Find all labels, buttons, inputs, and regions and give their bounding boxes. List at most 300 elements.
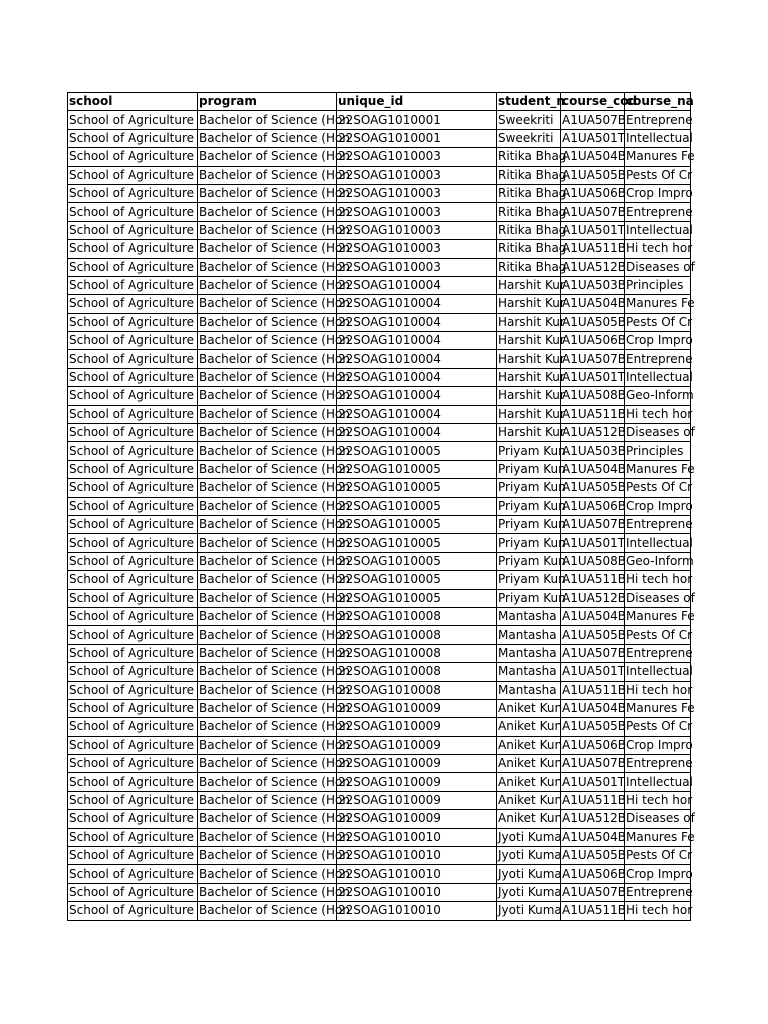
course-name-cell: Crop Impro — [625, 184, 691, 202]
unique-id-cell: 22SOAG1010010 — [337, 902, 497, 920]
table-row — [68, 460, 691, 478]
school-cell: School of Agriculture — [68, 442, 198, 460]
table-row — [68, 240, 691, 258]
header-course-name: course_na — [625, 93, 691, 111]
table-row — [68, 148, 691, 166]
program-cell: Bachelor of Science (Hon — [198, 442, 337, 460]
table-row — [68, 791, 691, 809]
student-name-cell: Aniket Kun — [497, 773, 561, 791]
unique-id-cell: 22SOAG1010008 — [337, 644, 497, 662]
school-cell: School of Agriculture — [68, 902, 198, 920]
course-name-cell: Manures Fe — [625, 828, 691, 846]
course-name-cell: Intellectual — [625, 221, 691, 239]
unique-id-cell: 22SOAG1010003 — [337, 221, 497, 239]
course-code-cell: A1UA507B — [561, 755, 625, 773]
program-cell: Bachelor of Science (Hon — [198, 497, 337, 515]
table-row — [68, 350, 691, 368]
course-name-cell: Principles — [625, 442, 691, 460]
course-name-cell: Hi tech hor — [625, 681, 691, 699]
student-name-cell: Priyam Kun — [497, 552, 561, 570]
program-cell: Bachelor of Science (Hon — [198, 865, 337, 883]
unique-id-cell: 22SOAG1010009 — [337, 718, 497, 736]
unique-id-cell: 22SOAG1010005 — [337, 497, 497, 515]
course-name-cell: Intellectual — [625, 773, 691, 791]
school-cell: School of Agriculture — [68, 534, 198, 552]
table-row — [68, 184, 691, 202]
course-code-cell: A1UA503B — [561, 442, 625, 460]
school-cell: School of Agriculture — [68, 736, 198, 754]
program-cell: Bachelor of Science (Hon — [198, 699, 337, 717]
unique-id-cell: 22SOAG1010004 — [337, 276, 497, 294]
student-name-cell: Sweekriti — [497, 111, 561, 129]
unique-id-cell: 22SOAG1010005 — [337, 552, 497, 570]
student-name-cell: Priyam Kun — [497, 515, 561, 533]
school-cell: School of Agriculture — [68, 883, 198, 901]
table-row — [68, 479, 691, 497]
program-cell: Bachelor of Science (Hon — [198, 736, 337, 754]
school-cell: School of Agriculture — [68, 111, 198, 129]
course-code-cell: A1UA505B — [561, 718, 625, 736]
table-row — [68, 571, 691, 589]
table-row — [68, 718, 691, 736]
school-cell: School of Agriculture — [68, 515, 198, 533]
school-cell: School of Agriculture — [68, 497, 198, 515]
table-row — [68, 405, 691, 423]
course-code-cell: A1UA504B — [561, 148, 625, 166]
unique-id-cell: 22SOAG1010009 — [337, 773, 497, 791]
program-cell: Bachelor of Science (Hon — [198, 810, 337, 828]
program-cell: Bachelor of Science (Hon — [198, 718, 337, 736]
course-code-cell: A1UA505B — [561, 313, 625, 331]
table-row — [68, 828, 691, 846]
course-name-cell: Intellectual — [625, 368, 691, 386]
program-cell: Bachelor of Science (Hon — [198, 828, 337, 846]
unique-id-cell: 22SOAG1010009 — [337, 755, 497, 773]
course-code-cell: A1UA506B — [561, 865, 625, 883]
unique-id-cell: 22SOAG1010003 — [337, 258, 497, 276]
student-name-cell: Harshit Kur — [497, 387, 561, 405]
school-cell: School of Agriculture — [68, 589, 198, 607]
table-row — [68, 276, 691, 294]
table-row — [68, 129, 691, 147]
header-row — [68, 93, 691, 111]
program-cell: Bachelor of Science (Hon — [198, 368, 337, 386]
program-cell: Bachelor of Science (Hon — [198, 313, 337, 331]
school-cell: School of Agriculture — [68, 552, 198, 570]
program-cell: Bachelor of Science (Hon — [198, 534, 337, 552]
table-row — [68, 332, 691, 350]
course-code-cell: A1UA505B — [561, 626, 625, 644]
course-name-cell: Entreprene — [625, 883, 691, 901]
unique-id-cell: 22SOAG1010009 — [337, 736, 497, 754]
unique-id-cell: 22SOAG1010004 — [337, 295, 497, 313]
unique-id-cell: 22SOAG1010004 — [337, 405, 497, 423]
student-name-cell: Priyam Kun — [497, 479, 561, 497]
table-row — [68, 663, 691, 681]
course-name-cell: Pests Of Cr — [625, 313, 691, 331]
unique-id-cell: 22SOAG1010010 — [337, 847, 497, 865]
table-row — [68, 295, 691, 313]
table-row — [68, 552, 691, 570]
student-name-cell: Mantasha — [497, 607, 561, 625]
course-code-cell: A1UA501T — [561, 129, 625, 147]
unique-id-cell: 22SOAG1010005 — [337, 479, 497, 497]
table-row — [68, 736, 691, 754]
course-code-cell: A1UA501T — [561, 534, 625, 552]
program-cell: Bachelor of Science (Hon — [198, 755, 337, 773]
table-row — [68, 166, 691, 184]
table-row — [68, 589, 691, 607]
school-cell: School of Agriculture — [68, 332, 198, 350]
course-name-cell: Geo-Inform — [625, 552, 691, 570]
program-cell: Bachelor of Science (Hon — [198, 773, 337, 791]
course-name-cell: Diseases of — [625, 589, 691, 607]
table-row — [68, 847, 691, 865]
course-code-cell: A1UA506B — [561, 184, 625, 202]
school-cell: School of Agriculture — [68, 791, 198, 809]
course-name-cell: Entreprene — [625, 755, 691, 773]
unique-id-cell: 22SOAG1010003 — [337, 184, 497, 202]
program-cell: Bachelor of Science (Hon — [198, 847, 337, 865]
program-cell: Bachelor of Science (Hon — [198, 883, 337, 901]
program-cell: Bachelor of Science (Hon — [198, 405, 337, 423]
student-name-cell: Ritika Bhag — [497, 258, 561, 276]
school-cell: School of Agriculture — [68, 221, 198, 239]
course-name-cell: Manures Fe — [625, 607, 691, 625]
course-code-cell: A1UA505B — [561, 847, 625, 865]
school-cell: School of Agriculture — [68, 295, 198, 313]
table-row — [68, 626, 691, 644]
school-cell: School of Agriculture — [68, 479, 198, 497]
unique-id-cell: 22SOAG1010005 — [337, 515, 497, 533]
school-cell: School of Agriculture — [68, 148, 198, 166]
school-cell: School of Agriculture — [68, 129, 198, 147]
course-code-cell: A1UA511B — [561, 902, 625, 920]
course-name-cell: Hi tech hor — [625, 405, 691, 423]
program-cell: Bachelor of Science (Hon — [198, 663, 337, 681]
course-code-cell: A1UA507B — [561, 111, 625, 129]
school-cell: School of Agriculture — [68, 773, 198, 791]
program-cell: Bachelor of Science (Hon — [198, 276, 337, 294]
school-cell: School of Agriculture — [68, 810, 198, 828]
table-row — [68, 221, 691, 239]
unique-id-cell: 22SOAG1010009 — [337, 699, 497, 717]
school-cell: School of Agriculture — [68, 644, 198, 662]
table-row — [68, 755, 691, 773]
program-cell: Bachelor of Science (Hon — [198, 240, 337, 258]
course-code-cell: A1UA512B — [561, 589, 625, 607]
table-body — [68, 111, 695, 920]
course-code-cell: A1UA508B — [561, 552, 625, 570]
program-cell: Bachelor of Science (Hon — [198, 607, 337, 625]
header-school: school — [68, 93, 198, 111]
unique-id-cell: 22SOAG1010005 — [337, 534, 497, 552]
table-row — [68, 203, 691, 221]
table-header — [68, 93, 694, 111]
course-code-cell: A1UA507B — [561, 350, 625, 368]
table-row — [68, 773, 691, 791]
student-name-cell: Harshit Kur — [497, 424, 561, 442]
course-code-cell: A1UA505B — [561, 479, 625, 497]
student-name-cell: Aniket Kun — [497, 755, 561, 773]
student-name-cell: Priyam Kun — [497, 589, 561, 607]
unique-id-cell: 22SOAG1010003 — [337, 240, 497, 258]
school-cell: School of Agriculture — [68, 755, 198, 773]
school-cell: School of Agriculture — [68, 699, 198, 717]
table-row — [68, 699, 691, 717]
unique-id-cell: 22SOAG1010010 — [337, 883, 497, 901]
student-name-cell: Jyoti Kuma — [497, 883, 561, 901]
unique-id-cell: 22SOAG1010001 — [337, 129, 497, 147]
table-row — [68, 681, 691, 699]
student-name-cell: Sweekriti — [497, 129, 561, 147]
program-cell: Bachelor of Science (Hon — [198, 681, 337, 699]
program-cell: Bachelor of Science (Hon — [198, 626, 337, 644]
unique-id-cell: 22SOAG1010008 — [337, 607, 497, 625]
student-name-cell: Jyoti Kuma — [497, 865, 561, 883]
course-name-cell: Manures Fe — [625, 295, 691, 313]
course-name-cell: Intellectual — [625, 129, 691, 147]
program-cell: Bachelor of Science (Hon — [198, 460, 337, 478]
unique-id-cell: 22SOAG1010004 — [337, 332, 497, 350]
student-name-cell: Mantasha — [497, 644, 561, 662]
student-name-cell: Priyam Kun — [497, 571, 561, 589]
course-code-cell: A1UA511B — [561, 240, 625, 258]
student-name-cell: Harshit Kur — [497, 313, 561, 331]
program-cell: Bachelor of Science (Hon — [198, 644, 337, 662]
course-name-cell: Pests Of Cr — [625, 718, 691, 736]
school-cell: School of Agriculture — [68, 203, 198, 221]
program-cell: Bachelor of Science (Hon — [198, 111, 337, 129]
unique-id-cell: 22SOAG1010010 — [337, 865, 497, 883]
data-table — [67, 92, 695, 921]
school-cell: School of Agriculture — [68, 571, 198, 589]
course-code-cell: A1UA504B — [561, 828, 625, 846]
table-row — [68, 534, 691, 552]
school-cell: School of Agriculture — [68, 313, 198, 331]
unique-id-cell: 22SOAG1010004 — [337, 387, 497, 405]
school-cell: School of Agriculture — [68, 387, 198, 405]
unique-id-cell: 22SOAG1010004 — [337, 313, 497, 331]
unique-id-cell: 22SOAG1010005 — [337, 571, 497, 589]
course-code-cell: A1UA511B — [561, 571, 625, 589]
school-cell: School of Agriculture — [68, 184, 198, 202]
table-row — [68, 111, 691, 129]
program-cell: Bachelor of Science (Hon — [198, 387, 337, 405]
school-cell: School of Agriculture — [68, 424, 198, 442]
unique-id-cell: 22SOAG1010005 — [337, 442, 497, 460]
course-code-cell: A1UA512B — [561, 810, 625, 828]
course-name-cell: Pests Of Cr — [625, 166, 691, 184]
course-code-cell: A1UA511B — [561, 681, 625, 699]
school-cell: School of Agriculture — [68, 663, 198, 681]
course-name-cell: Intellectual — [625, 534, 691, 552]
course-name-cell: Hi tech hor — [625, 240, 691, 258]
program-cell: Bachelor of Science (Hon — [198, 129, 337, 147]
school-cell: School of Agriculture — [68, 368, 198, 386]
course-code-cell: A1UA504B — [561, 607, 625, 625]
program-cell: Bachelor of Science (Hon — [198, 295, 337, 313]
unique-id-cell: 22SOAG1010004 — [337, 424, 497, 442]
student-name-cell: Mantasha — [497, 663, 561, 681]
course-name-cell: Geo-Inform — [625, 387, 691, 405]
course-code-cell: A1UA501T — [561, 773, 625, 791]
course-name-cell: Crop Impro — [625, 497, 691, 515]
student-name-cell: Ritika Bhag — [497, 184, 561, 202]
program-cell: Bachelor of Science (Hon — [198, 184, 337, 202]
student-name-cell: Ritika Bhag — [497, 203, 561, 221]
unique-id-cell: 22SOAG1010005 — [337, 589, 497, 607]
course-name-cell: Crop Impro — [625, 332, 691, 350]
program-cell: Bachelor of Science (Hon — [198, 258, 337, 276]
student-name-cell: Aniket Kun — [497, 718, 561, 736]
student-name-cell: Jyoti Kuma — [497, 847, 561, 865]
program-cell: Bachelor of Science (Hon — [198, 902, 337, 920]
table-row — [68, 515, 691, 533]
student-name-cell: Harshit Kur — [497, 295, 561, 313]
course-name-cell: Entreprene — [625, 515, 691, 533]
table-row — [68, 644, 691, 662]
student-name-cell: Priyam Kun — [497, 497, 561, 515]
student-name-cell: Harshit Kur — [497, 332, 561, 350]
student-name-cell: Ritika Bhag — [497, 240, 561, 258]
header-program: program — [198, 93, 337, 111]
program-cell: Bachelor of Science (Hon — [198, 424, 337, 442]
unique-id-cell: 22SOAG1010001 — [337, 111, 497, 129]
unique-id-cell: 22SOAG1010008 — [337, 681, 497, 699]
student-name-cell: Aniket Kun — [497, 699, 561, 717]
course-name-cell: Entreprene — [625, 203, 691, 221]
course-name-cell: Hi tech hor — [625, 791, 691, 809]
course-code-cell: A1UA506B — [561, 736, 625, 754]
student-name-cell: Ritika Bhag — [497, 148, 561, 166]
course-name-cell: Crop Impro — [625, 736, 691, 754]
student-name-cell: Aniket Kun — [497, 791, 561, 809]
student-name-cell: Jyoti Kuma — [497, 902, 561, 920]
course-code-cell: A1UA506B — [561, 332, 625, 350]
course-code-cell: A1UA506B — [561, 497, 625, 515]
unique-id-cell: 22SOAG1010003 — [337, 148, 497, 166]
course-name-cell: Pests Of Cr — [625, 626, 691, 644]
course-code-cell: A1UA504B — [561, 295, 625, 313]
course-code-cell: A1UA512B — [561, 424, 625, 442]
header-unique-id: unique_id — [337, 93, 497, 111]
course-name-cell: Diseases of — [625, 810, 691, 828]
course-name-cell: Manures Fe — [625, 699, 691, 717]
table-row — [68, 810, 691, 828]
table-row — [68, 442, 691, 460]
course-code-cell: A1UA504B — [561, 699, 625, 717]
unique-id-cell: 22SOAG1010008 — [337, 663, 497, 681]
course-code-cell: A1UA504B — [561, 460, 625, 478]
school-cell: School of Agriculture — [68, 828, 198, 846]
school-cell: School of Agriculture — [68, 405, 198, 423]
program-cell: Bachelor of Science (Hon — [198, 148, 337, 166]
table-row — [68, 258, 691, 276]
program-cell: Bachelor of Science (Hon — [198, 552, 337, 570]
unique-id-cell: 22SOAG1010003 — [337, 203, 497, 221]
course-name-cell: Diseases of — [625, 258, 691, 276]
course-name-cell: Hi tech hor — [625, 902, 691, 920]
table-row — [68, 865, 691, 883]
unique-id-cell: 22SOAG1010005 — [337, 460, 497, 478]
course-code-cell: A1UA511B — [561, 791, 625, 809]
program-cell: Bachelor of Science (Hon — [198, 350, 337, 368]
school-cell: School of Agriculture — [68, 258, 198, 276]
course-name-cell: Diseases of — [625, 424, 691, 442]
student-name-cell: Jyoti Kuma — [497, 828, 561, 846]
program-cell: Bachelor of Science (Hon — [198, 479, 337, 497]
course-code-cell: A1UA505B — [561, 166, 625, 184]
student-name-cell: Priyam Kun — [497, 534, 561, 552]
course-name-cell: Principles — [625, 276, 691, 294]
school-cell: School of Agriculture — [68, 350, 198, 368]
course-code-cell: A1UA507B — [561, 203, 625, 221]
unique-id-cell: 22SOAG1010008 — [337, 626, 497, 644]
course-code-cell: A1UA501T — [561, 663, 625, 681]
course-code-cell: A1UA507B — [561, 883, 625, 901]
course-name-cell: Intellectual — [625, 663, 691, 681]
course-code-cell: A1UA503B — [561, 276, 625, 294]
table-row — [68, 424, 691, 442]
table-row — [68, 368, 691, 386]
table-row — [68, 607, 691, 625]
program-cell: Bachelor of Science (Hon — [198, 515, 337, 533]
student-name-cell: Aniket Kun — [497, 810, 561, 828]
unique-id-cell: 22SOAG1010009 — [337, 791, 497, 809]
student-name-cell: Harshit Kur — [497, 276, 561, 294]
course-name-cell: Pests Of Cr — [625, 479, 691, 497]
school-cell: School of Agriculture — [68, 681, 198, 699]
student-name-cell: Mantasha — [497, 626, 561, 644]
course-name-cell: Crop Impro — [625, 865, 691, 883]
course-name-cell: Entreprene — [625, 644, 691, 662]
school-cell: School of Agriculture — [68, 166, 198, 184]
course-name-cell: Entreprene — [625, 350, 691, 368]
school-cell: School of Agriculture — [68, 607, 198, 625]
course-name-cell: Pests Of Cr — [625, 847, 691, 865]
table-row — [68, 313, 691, 331]
table-row — [68, 883, 691, 901]
course-name-cell: Entreprene — [625, 111, 691, 129]
course-code-cell: A1UA508B — [561, 387, 625, 405]
course-code-cell: A1UA511B — [561, 405, 625, 423]
student-name-cell: Aniket Kun — [497, 736, 561, 754]
program-cell: Bachelor of Science (Hon — [198, 571, 337, 589]
student-name-cell: Ritika Bhag — [497, 166, 561, 184]
course-name-cell: Hi tech hor — [625, 571, 691, 589]
table-row — [68, 902, 691, 920]
school-cell: School of Agriculture — [68, 276, 198, 294]
program-cell: Bachelor of Science (Hon — [198, 166, 337, 184]
course-code-cell: A1UA507B — [561, 644, 625, 662]
school-cell: School of Agriculture — [68, 626, 198, 644]
header-course-code: course_cod — [561, 93, 625, 111]
school-cell: School of Agriculture — [68, 865, 198, 883]
course-code-cell: A1UA512B — [561, 258, 625, 276]
unique-id-cell: 22SOAG1010004 — [337, 368, 497, 386]
school-cell: School of Agriculture — [68, 847, 198, 865]
unique-id-cell: 22SOAG1010004 — [337, 350, 497, 368]
program-cell: Bachelor of Science (Hon — [198, 332, 337, 350]
student-name-cell: Harshit Kur — [497, 368, 561, 386]
unique-id-cell: 22SOAG1010009 — [337, 810, 497, 828]
course-code-cell: A1UA507B — [561, 515, 625, 533]
program-cell: Bachelor of Science (Hon — [198, 221, 337, 239]
student-name-cell: Priyam Kun — [497, 460, 561, 478]
student-name-cell: Ritika Bhag — [497, 221, 561, 239]
course-name-cell: Manures Fe — [625, 460, 691, 478]
